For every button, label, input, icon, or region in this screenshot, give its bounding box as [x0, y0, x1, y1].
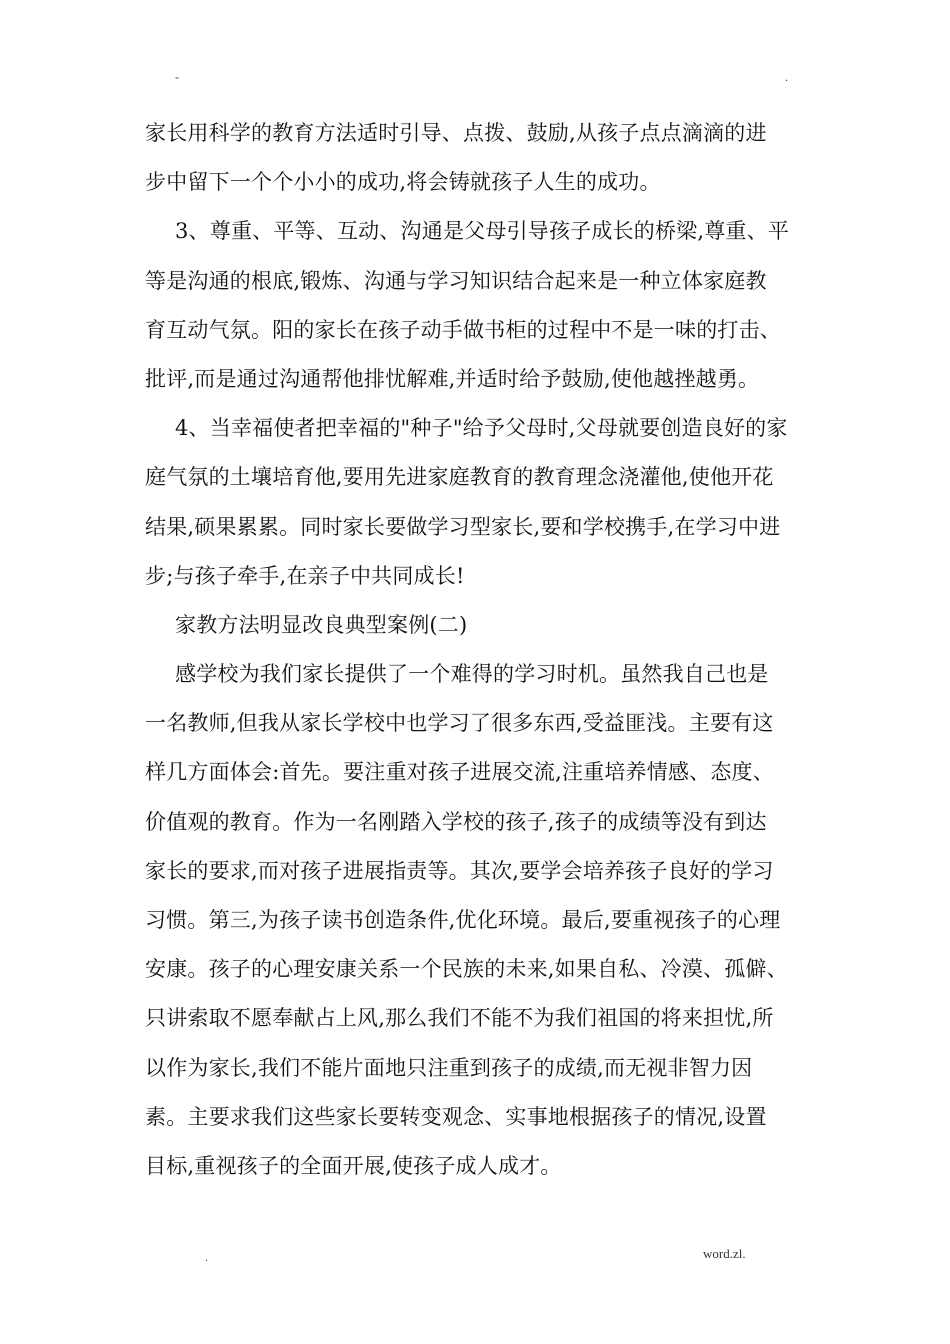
footer-dot: . — [205, 1250, 208, 1264]
footer-mark: word.zl. — [703, 1246, 746, 1261]
paragraph-line: 一名教师,但我从家长学校中也学习了很多东西,受益匪浅。主要有这 — [145, 711, 774, 736]
paragraph-line: 步中留下一个个小小的成功,将会铸就孩子人生的成功。 — [145, 170, 661, 195]
paragraph-line: 4、当幸福使者把幸福的"种子"给予父母时,父母就要创造良好的家 — [175, 416, 788, 441]
paragraph-line: 以作为家长,我们不能片面地只注重到孩子的成绩,而无视非智力因 — [145, 1055, 753, 1080]
paragraph-line: 只讲索取不愿奉献占上风,那么我们不能不为我们祖国的将来担忧,所 — [145, 1006, 774, 1031]
paragraph-line: 家长的要求,而对孩子进展指责等。其次,要学会培养孩子良好的学习 — [145, 858, 774, 883]
paragraph-line: 等是沟通的根底,锻炼、沟通与学习知识结合起来是一种立体家庭教 — [145, 268, 767, 293]
document-body — [145, 112, 810, 1194]
paragraph-line: 素。主要求我们这些家长要转变观念、实事地根据孩子的情况,设置 — [145, 1104, 767, 1129]
header-left-mark: - — [175, 70, 179, 84]
paragraph-line: 样几方面体会:首先。要注重对孩子进展交流,注重培养情感、态度、 — [145, 760, 774, 785]
paragraph-line: 结果,硕果累累。同时家长要做学习型家长,要和学校携手,在学习中进 — [145, 514, 781, 539]
paragraph-line: 习惯。第三,为孩子读书创造条件,优化环境。最后,要重视孩子的心理 — [145, 908, 781, 932]
header-right-mark: . — [785, 70, 788, 84]
paragraph-line: 价值观的教育。作为一名刚踏入学校的孩子,孩子的成绩等没有到达 — [145, 809, 767, 834]
paragraph-line: 庭气氛的土壤培育他,要用先进家庭教育的教育理念浇灌他,使他开花 — [145, 465, 774, 490]
paragraph-line: 步;与孩子牵手,在亲子中共同成长! — [145, 563, 465, 588]
section-heading: 家教方法明显改良典型案例(二) — [175, 612, 468, 637]
paragraph-line: 感学校为我们家长提供了一个难得的学习时机。虽然我自己也是 — [175, 662, 769, 687]
paragraph-line: 3、尊重、平等、互动、沟通是父母引导孩子成长的桥梁,尊重、平 — [175, 219, 790, 244]
paragraph-line: 家长用科学的教育方法适时引导、点拨、鼓励,从孩子点点滴滴的进 — [145, 121, 767, 145]
paragraph-line: 安康。孩子的心理安康关系一个民族的未来,如果自私、冷漠、孤僻、 — [145, 957, 788, 982]
paragraph-line: 目标,重视孩子的全面开展,使孩子成人成才。 — [145, 1153, 562, 1178]
paragraph-line: 批评,而是通过沟通帮他排忧解难,并适时给予鼓励,使他越挫越勇。 — [145, 366, 760, 391]
paragraph-line: 育互动气氛。阳的家长在孩子动手做书柜的过程中不是一味的打击、 — [145, 317, 781, 342]
